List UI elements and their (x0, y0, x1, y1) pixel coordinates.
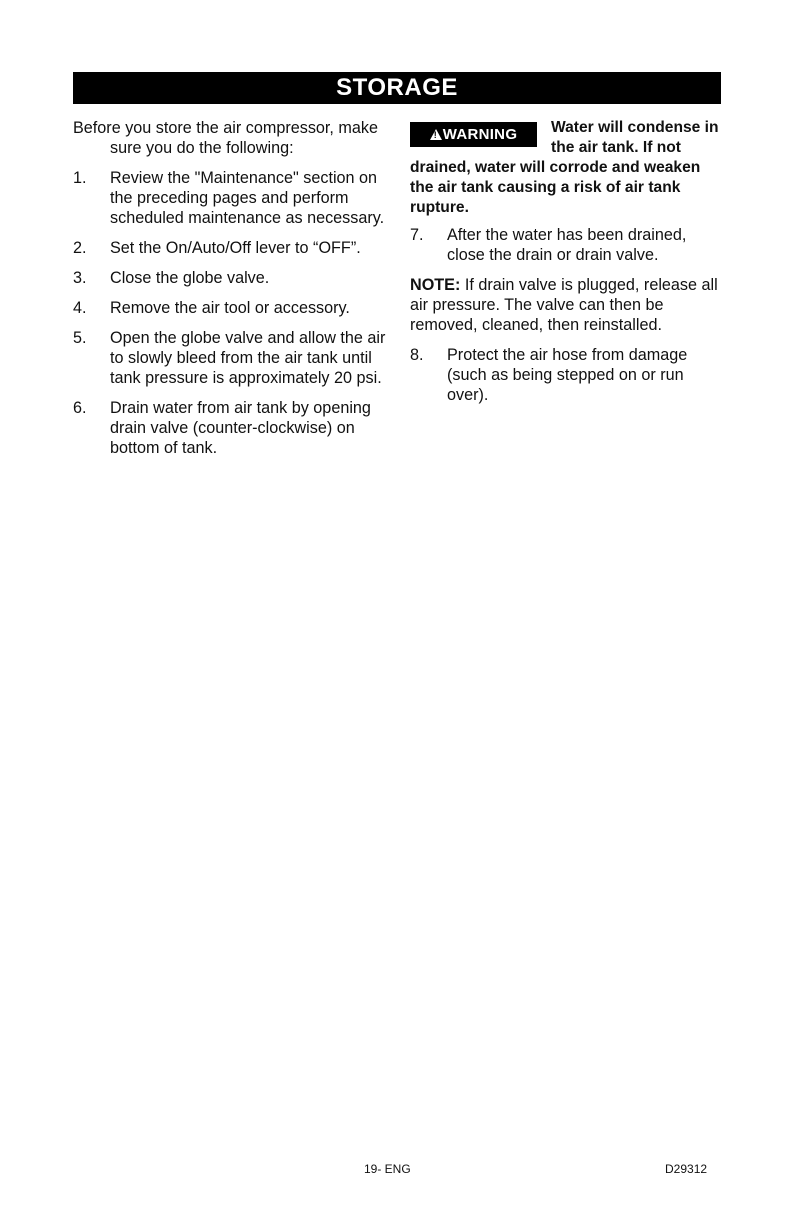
step-number: 3. (73, 269, 87, 287)
step-number: 4. (73, 299, 87, 317)
step-7 (410, 225, 728, 265)
step-text: Open the globe valve and allow the air to slowly bleed from the air tank until tank pressure is approximately 20 psi. (110, 329, 386, 387)
note (410, 275, 728, 335)
warning-text: Water will condense in the air tank. If not drained, water will corrode and weaken the air tank causing a risk of air tank rupture. (410, 119, 719, 216)
step-number: 2. (73, 239, 87, 257)
right-column (410, 118, 728, 415)
warning-block (410, 118, 728, 218)
step-text: Protect the air hose from damage (such as being stepped on or run over). (447, 346, 688, 404)
step-number: 6. (73, 399, 87, 417)
intro-text: Before you store the air compressor, make sure you do the following: (73, 119, 379, 157)
document-code: D29312 (665, 1162, 708, 1176)
left-column (73, 118, 393, 468)
section-title: STORAGE (73, 72, 721, 104)
warning-triangle-icon (430, 129, 442, 140)
step-5 (73, 328, 393, 388)
step-text: Review the "Maintenance" section on the preceding pages and perform scheduled maintenance as necessary. (110, 169, 385, 227)
step-text: Set the On/Auto/Off lever to “OFF”. (110, 239, 361, 257)
step-3 (73, 268, 393, 288)
step-text: Close the globe valve. (110, 269, 270, 287)
step-number: 1. (73, 169, 87, 187)
warning-badge (410, 122, 537, 147)
step-text: Remove the air tool or accessory. (110, 299, 350, 317)
warning-badge-label: WARNING (442, 126, 518, 143)
note-label: NOTE: (410, 276, 461, 294)
step-text: Drain water from air tank by opening drain valve (counter-clockwise) on bottom of tank. (110, 399, 371, 457)
page-number: 19- ENG (364, 1162, 411, 1176)
step-number: 8. (410, 346, 424, 364)
note-text: If drain valve is plugged, release all air pressure. The valve can then be removed, cleaned, then reinstalled. (410, 276, 718, 334)
step-8 (410, 345, 728, 405)
step-number: 5. (73, 329, 87, 347)
step-4 (73, 298, 393, 318)
step-number: 7. (410, 226, 424, 244)
step-1 (73, 168, 393, 228)
step-6 (73, 398, 393, 458)
step-text: After the water has been drained, close the drain or drain valve. (447, 226, 687, 264)
step-2 (73, 238, 393, 258)
